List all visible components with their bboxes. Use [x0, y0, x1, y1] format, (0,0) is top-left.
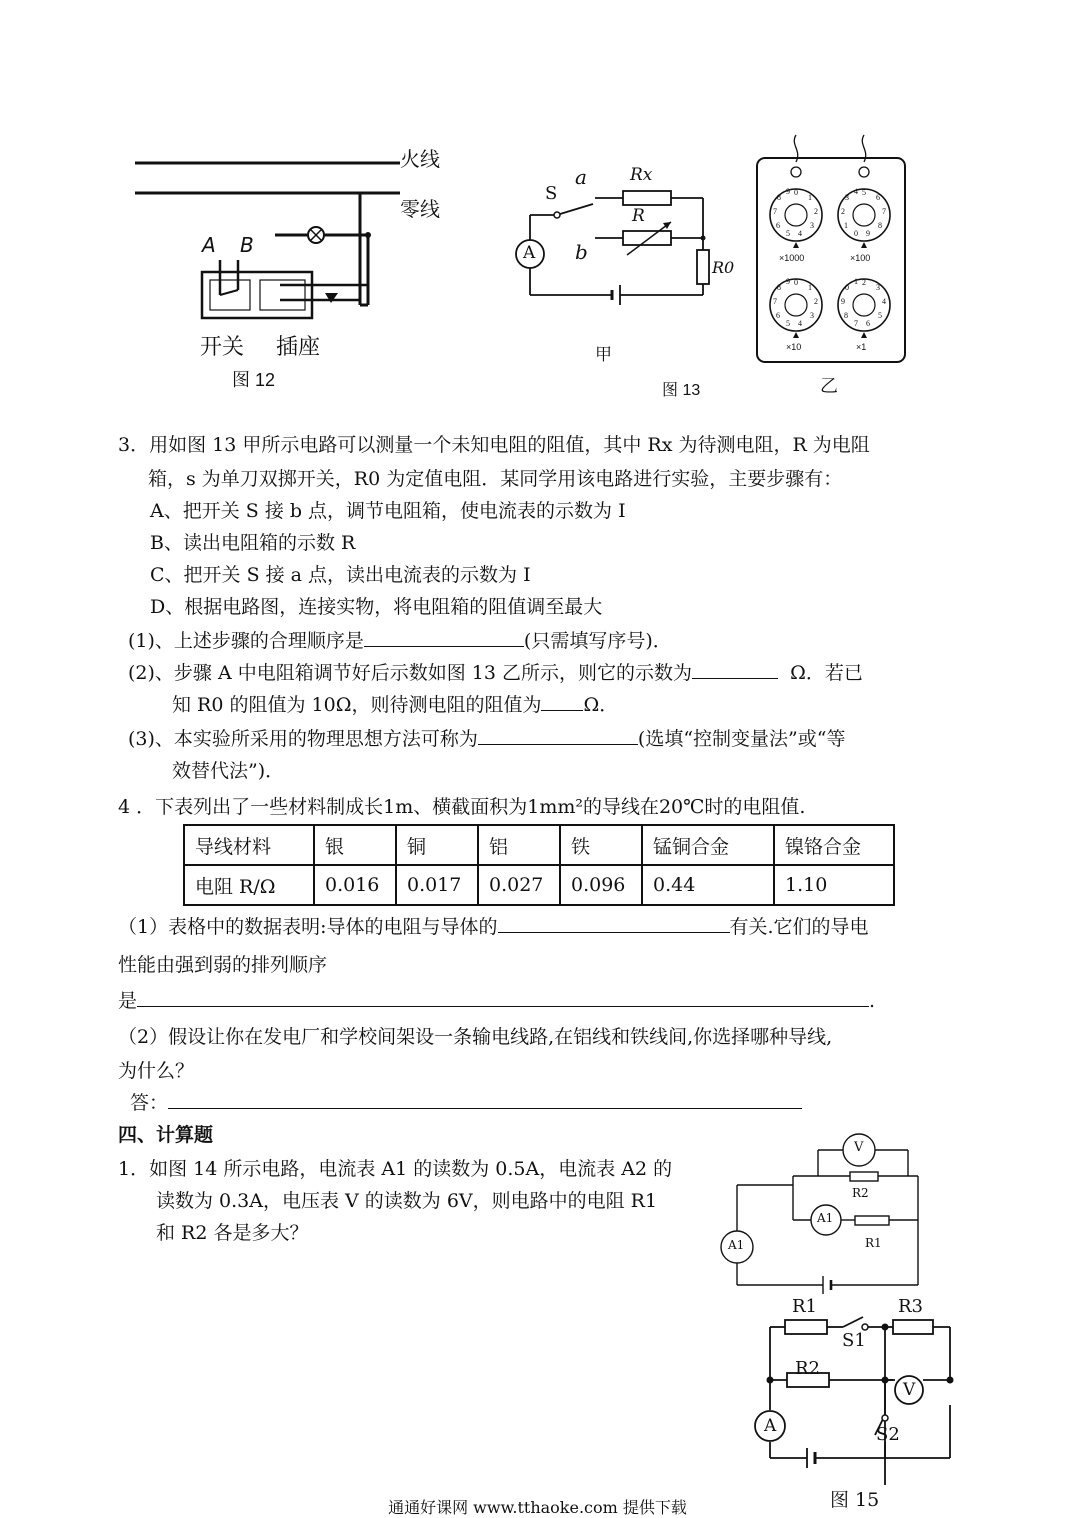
q4-order-blank[interactable]	[137, 988, 869, 1007]
svg-text:0: 0	[845, 283, 849, 292]
q3-step-b: B、读出电阻箱的示数 R	[150, 532, 356, 554]
table-cell: 电阻 R/Ω	[184, 865, 314, 905]
figure-12-caption: 图 12	[232, 370, 276, 390]
q4-p1-text-b: 有关.它们的导电	[729, 916, 869, 938]
neutral-line-label: 零线	[400, 197, 440, 221]
q3-part-3-cont: 效替代法”)．	[172, 760, 285, 782]
contact-b-label: b	[575, 240, 588, 264]
svg-text:3: 3	[845, 193, 849, 202]
svg-text:3: 3	[810, 221, 814, 230]
q4-p1-text: （1）表格中的数据表明:导体的电阻与导体的	[118, 916, 498, 938]
svg-text:0: 0	[794, 278, 798, 287]
q3-part-2	[128, 660, 863, 686]
svg-text:2: 2	[814, 297, 818, 306]
figure-13-jia-label: 甲	[595, 345, 612, 365]
r0-label: R0	[712, 258, 735, 277]
r-label: R	[632, 206, 645, 226]
calc-q1-line-1: 1．如图 14 所示电路，电流表 A1 的读数为 0.5A，电流表 A2 的	[118, 1158, 673, 1180]
q3-step-a: A、把开关 S 接 b 点，调节电阻箱，使电流表的示数为 I	[150, 500, 626, 522]
fig15-voltmeter-label: V	[903, 1380, 916, 1400]
q3-p2-text-d: Ω．	[583, 694, 619, 716]
fig15-ammeter-label: A	[764, 1416, 777, 1436]
ammeter-a1-main-label: A1	[728, 1238, 745, 1252]
fire-line-label: 火线	[400, 147, 440, 171]
table-cell: 0.096	[560, 865, 642, 905]
svg-text:4: 4	[882, 297, 886, 306]
q4-p1-blank[interactable]	[498, 914, 730, 933]
svg-text:8: 8	[777, 193, 781, 202]
svg-text:8: 8	[777, 283, 781, 292]
table-cell: 导线材料	[184, 825, 314, 865]
q3-p2-text: (2)、步骤 A 中电阻箱调节好后示数如图 13 乙所示，则它的示数为	[128, 662, 692, 684]
dial-x1-label: ×1	[856, 342, 867, 352]
table-header-row	[184, 825, 894, 865]
terminal-b-label: B	[240, 233, 254, 257]
svg-text:8: 8	[878, 221, 882, 230]
svg-text:4: 4	[854, 187, 858, 196]
svg-text:9: 9	[841, 297, 845, 306]
svg-text:5: 5	[878, 311, 882, 320]
switch-s-label: S	[545, 183, 558, 204]
table-cell: 0.016	[314, 865, 396, 905]
svg-text:3: 3	[876, 283, 880, 292]
rx-label: Rx	[630, 165, 653, 185]
switch-label: 开关	[200, 335, 245, 360]
fig15-r1-label: R1	[792, 1296, 818, 1317]
table-cell: 银	[314, 825, 396, 865]
svg-text:0: 0	[854, 229, 858, 238]
table-cell: 铁	[560, 825, 642, 865]
svg-text:7: 7	[773, 297, 777, 306]
q4-p1-shi: 是	[118, 990, 138, 1012]
svg-text:7: 7	[854, 319, 858, 328]
r1-label: R1	[865, 1236, 882, 1250]
q3-part-3	[128, 726, 845, 752]
svg-text:9: 9	[786, 187, 790, 196]
q3-line-2: 箱，s 为单刀双掷开关，R0 为定值电阻．某同学用该电路进行实验，主要步骤有：	[148, 468, 843, 490]
dial-x1000-label: ×1000	[779, 253, 805, 263]
svg-text:4: 4	[798, 229, 802, 238]
calc-q1-line-3: 和 R2 各是多大？	[156, 1222, 309, 1244]
q3-p3-blank[interactable]	[478, 726, 638, 745]
table-cell: 1.10	[774, 865, 894, 905]
q3-p1-text-end: (只需填写序号)．	[523, 630, 672, 652]
table-cell: 0.017	[396, 865, 478, 905]
svg-text:0: 0	[794, 188, 798, 197]
voltmeter-label: V	[854, 1140, 864, 1155]
q4-part-1-cont: 性能由强到弱的排列顺序	[118, 954, 328, 976]
fig15-r2-label: R2	[795, 1358, 821, 1379]
svg-text:7: 7	[773, 207, 777, 216]
svg-text:6: 6	[776, 221, 780, 230]
svg-text:1: 1	[854, 277, 858, 286]
svg-text:4: 4	[798, 319, 802, 328]
calc-q1-line-2: 读数为 0.3A，电压表 V 的读数为 6V，则电路中的电阻 R1	[156, 1190, 658, 1212]
page-footer: 通通好课网 www.tthaoke.com 提供下载	[388, 1498, 687, 1517]
svg-text:6: 6	[776, 311, 780, 320]
q4-part-1	[118, 914, 869, 940]
svg-text:8: 8	[844, 311, 848, 320]
fig15-s2-label: S2	[876, 1424, 900, 1445]
q3-step-c: C、把开关 S 接 a 点，读出电流表的示数为 I	[150, 564, 531, 586]
svg-text:3: 3	[810, 311, 814, 320]
fig15-s1-label: S1	[842, 1330, 866, 1351]
svg-text:7: 7	[882, 207, 886, 216]
figure-13-yi-label: 乙	[820, 376, 838, 397]
fig15-r3-label: R3	[898, 1296, 924, 1317]
q4-intro: 4 ．下表列出了一些材料制成长1m、横截面积为1mm²的导线在20℃时的电阻值.	[118, 796, 806, 818]
table-cell: 镍铬合金	[774, 825, 894, 865]
section-4-title: 四、计算题	[118, 1124, 214, 1146]
svg-text:5: 5	[786, 319, 790, 328]
q4-answer-blank[interactable]	[168, 1090, 802, 1109]
table-cell: 0.027	[478, 865, 560, 905]
answer-label: 答：	[130, 1092, 169, 1114]
svg-text:1: 1	[808, 283, 812, 292]
q3-p1-text: (1)、上述步骤的合理顺序是	[128, 630, 364, 652]
dial-x100-label: ×100	[850, 253, 871, 263]
terminal-a-label: A	[202, 233, 216, 257]
q4-part-2: （2）假设让你在发电厂和学校间架设一条输电线路,在铝线和铁线间,你选择哪种导线,	[118, 1026, 833, 1048]
table-cell: 锰铜合金	[642, 825, 774, 865]
q3-part-2-cont	[172, 692, 618, 718]
q3-p2-text-c: 知 R0 的阻值为 10Ω，则待测电阻的阻值为	[172, 694, 542, 716]
contact-a-label: a	[575, 165, 587, 189]
socket-label: 插座	[276, 335, 321, 360]
q4-part-1-answer: 是 .	[118, 990, 876, 1012]
resistance-table	[183, 824, 895, 906]
svg-text:5: 5	[786, 229, 790, 238]
dial-x10-label: ×10	[786, 342, 802, 352]
ammeter-a1-label: A1	[817, 1211, 834, 1225]
svg-text:6: 6	[866, 319, 870, 328]
q3-p3-text: (3)、本实验所采用的物理思想方法可称为	[128, 728, 478, 750]
figure-15-circuit	[745, 1300, 965, 1485]
q4-answer	[130, 1090, 802, 1116]
q3-p2-blank-1[interactable]	[692, 660, 778, 679]
table-cell: 0.44	[642, 865, 774, 905]
svg-text:6: 6	[876, 193, 880, 202]
svg-text:2: 2	[862, 278, 866, 287]
table-row	[184, 865, 894, 905]
svg-text:2: 2	[814, 207, 818, 216]
figure-15-caption: 图 15	[830, 1489, 880, 1511]
svg-text:1: 1	[808, 193, 812, 202]
q3-p1-blank[interactable]	[364, 628, 524, 647]
table-cell: 铝	[478, 825, 560, 865]
svg-text:2: 2	[841, 207, 845, 216]
q3-p3-text-b: (选填“控制变量法”或“等	[637, 728, 846, 750]
figure-13-caption: 图 13	[662, 382, 701, 399]
ammeter-symbol: A	[523, 243, 536, 263]
q3-step-d: D、根据电路图，连接实物，将电阻箱的阻值调至最大	[150, 596, 603, 618]
svg-text:9: 9	[786, 277, 790, 286]
r2-label: R2	[852, 1186, 869, 1200]
q4-part-2-cont: 为什么？	[118, 1060, 195, 1082]
q3-p2-blank-2[interactable]	[541, 692, 583, 711]
table-cell: 铜	[396, 825, 478, 865]
resistance-box-dials	[752, 130, 912, 370]
q3-part-1	[128, 628, 672, 654]
figure-13-jia-circuit	[505, 160, 740, 360]
svg-text:9: 9	[866, 229, 870, 238]
svg-text:1: 1	[844, 221, 848, 230]
q3-p2-text-b: Ω．若已	[790, 662, 863, 684]
svg-text:5: 5	[862, 188, 866, 197]
q3-line-1: 3．用如图 13 甲所示电路可以测量一个未知电阻的阻值，其中 Rx 为待测电阻，R 为电阻	[118, 434, 870, 456]
